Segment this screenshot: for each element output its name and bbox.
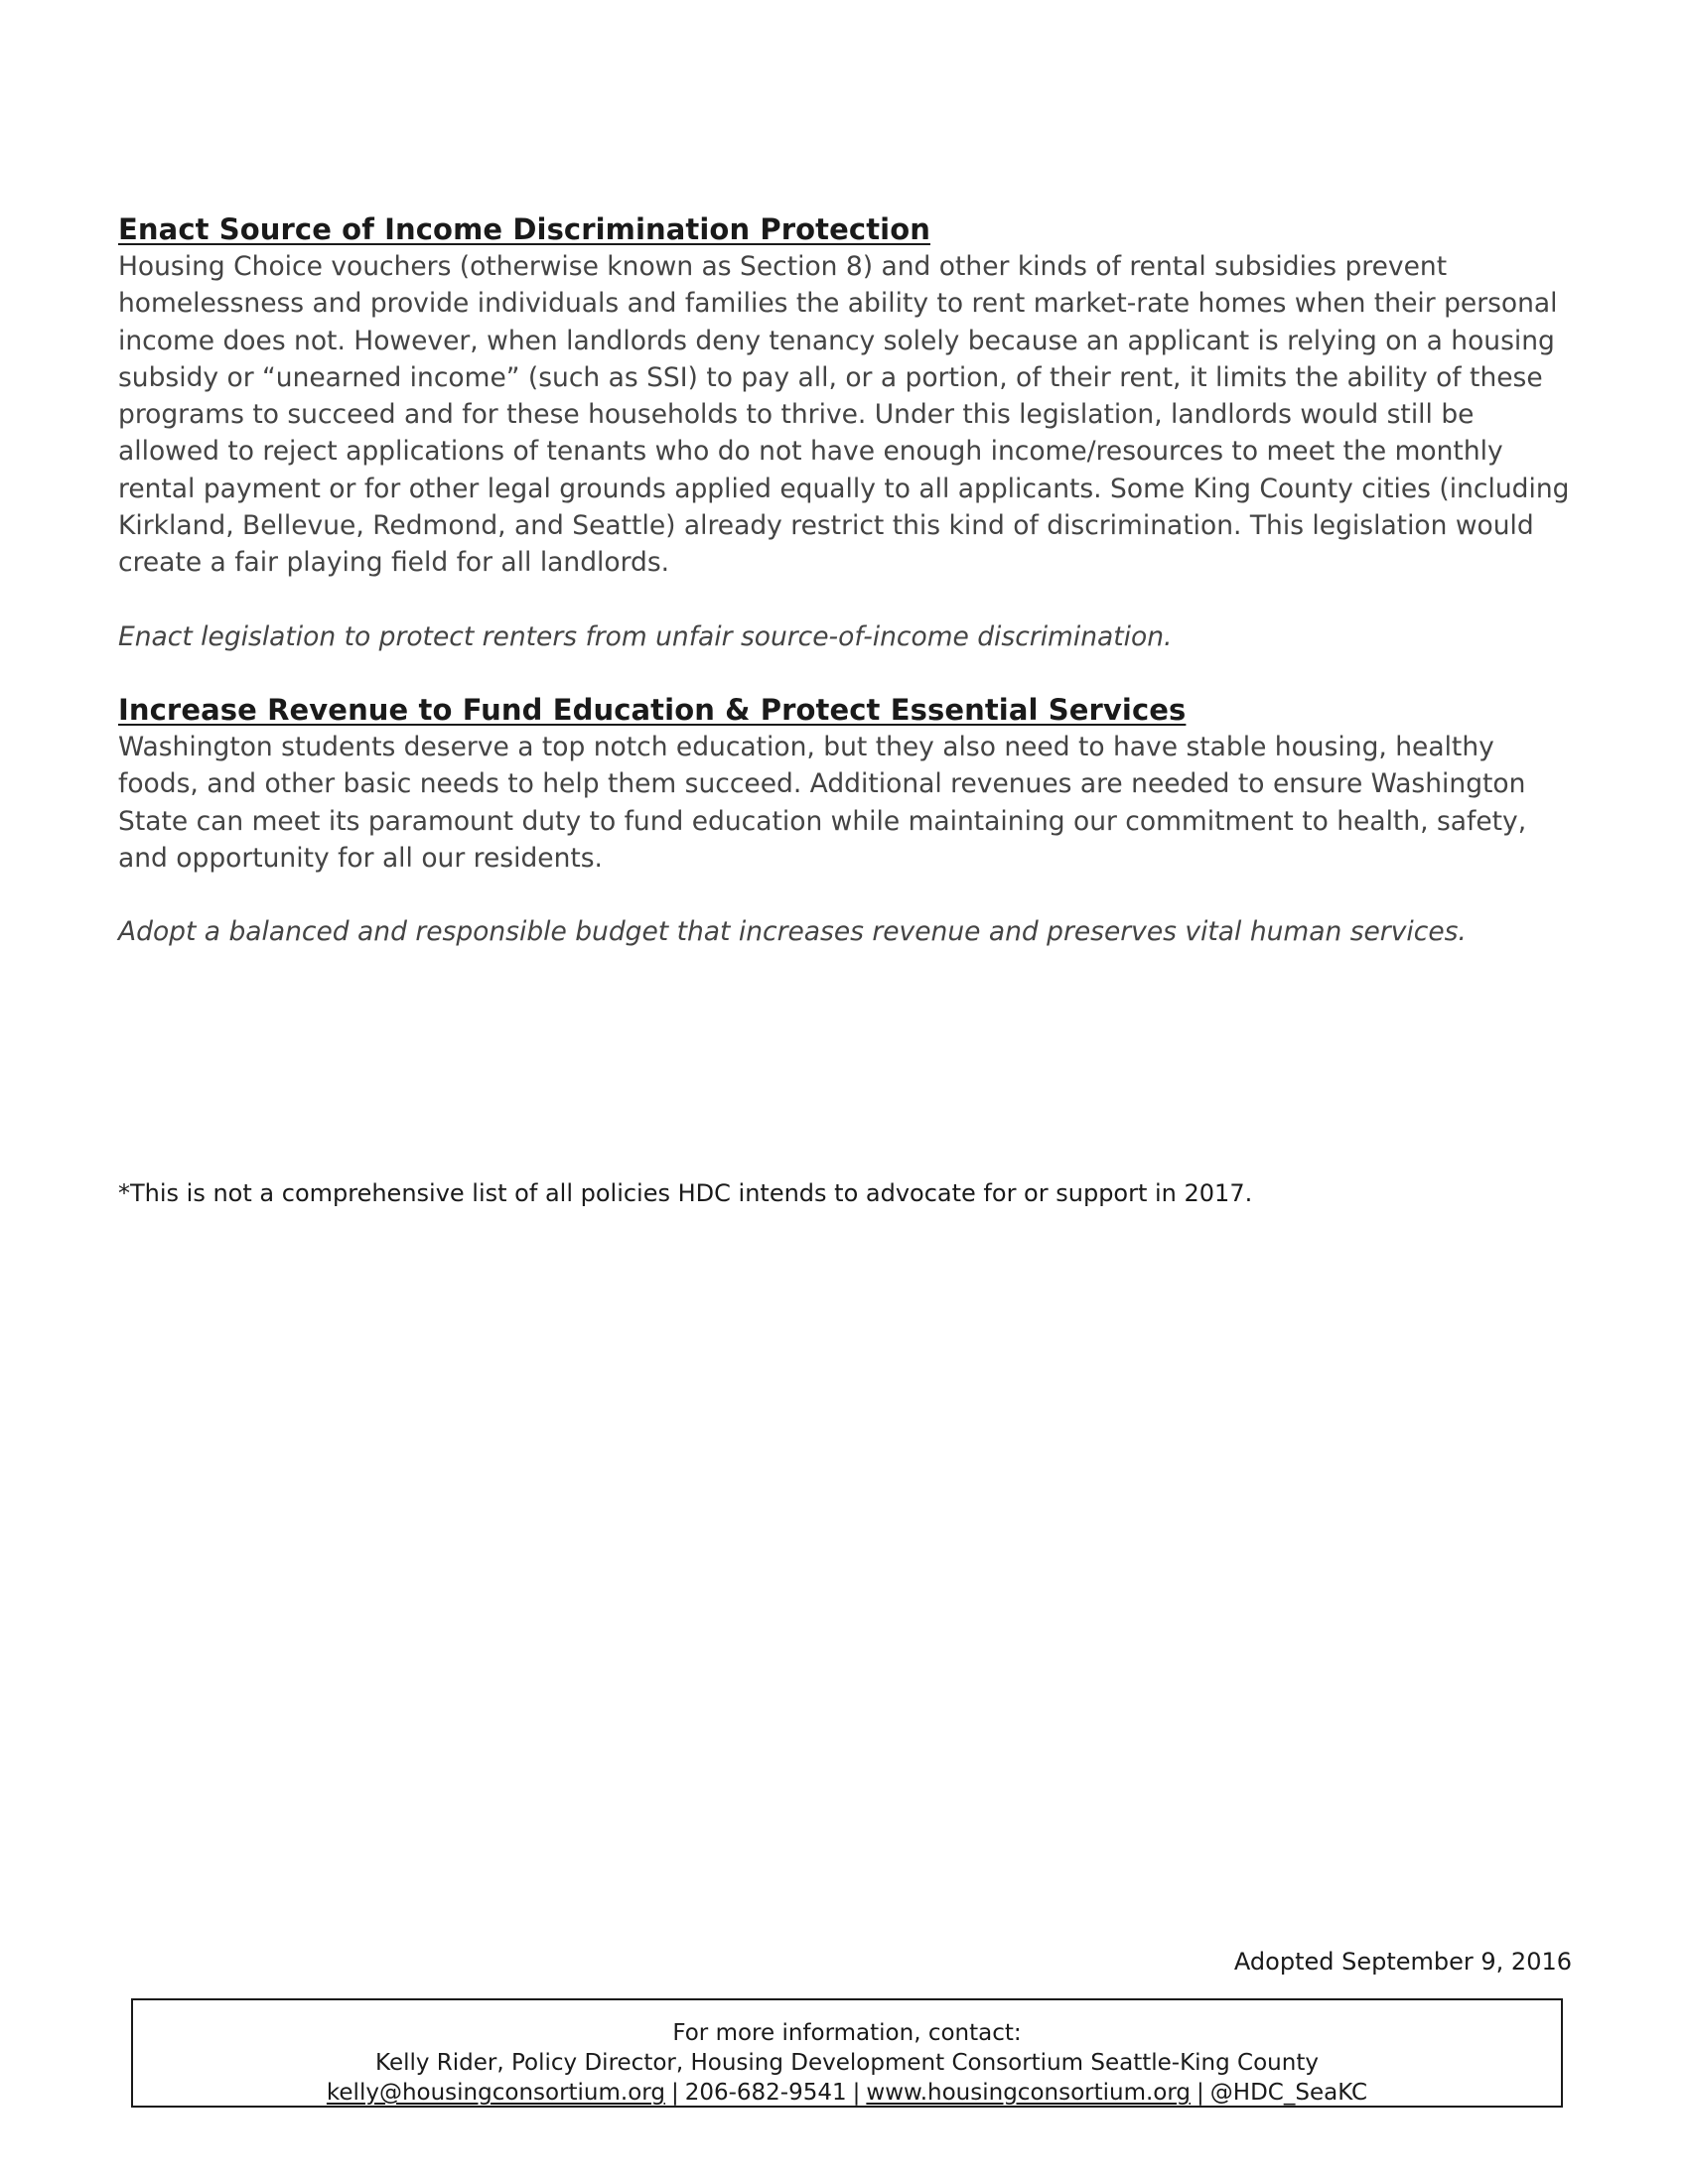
section-increase-revenue — [118, 691, 1578, 950]
contact-links — [133, 2078, 1561, 2108]
contact-separator: | — [670, 2080, 679, 2106]
section-heading: Enact Source of Income Discrimination Protection — [118, 212, 930, 246]
section-body: Housing Choice vouchers (otherwise known as Section 8) and other kinds of rental subsidies prevent homelessness and provide individuals and families the ability to rent market-rate homes when their personal income does not. However, when landlords deny tenancy solely because an applicant is relying on a housing subsidy or “unearned income” (such as SSI) to pay all, or a portion, of their rent, it limits the ability of these programs to succeed and for these households to thrive. Under this legislation, landlords would still be allowed to reject applications of tenants who do not have enough income/resources to meet the monthly rental payment or for other legal grounds applied equally to all applicants. Some King County cities (including Kirkland, Bellevue, Redmond, and Seattle) already restrict this kind of discrimination. This legislation would create a fair playing field for all landlords. — [118, 251, 1570, 579]
section-body: Washington students deserve a top notch education, but they also need to have stable housing, healthy foods, and other basic needs to help them succeed. Additional revenues are needed to ensure Washington State can meet its paramount duty to fund education while maintaining our commitment to health, safety, and opportunity for all our residents. — [118, 731, 1527, 874]
contact-phone[interactable]: 206-682-9541 — [684, 2080, 847, 2106]
contact-intro: For more information, contact: — [672, 2020, 1022, 2046]
contact-separator: | — [852, 2080, 861, 2106]
policy-content — [118, 210, 1578, 950]
disclaimer-note: *This is not a comprehensive list of all policies HDC intends to advocate for or support in 2017. — [118, 1179, 1253, 1207]
adopted-date: Adopted September 9, 2016 — [1233, 1948, 1572, 1976]
contact-email-link[interactable]: kelly@housingconsortium.org — [326, 2080, 665, 2106]
section-action: Adopt a balanced and responsible budget that increases revenue and preserves vital human services. — [118, 916, 1467, 948]
contact-box — [131, 1998, 1563, 2108]
section-heading: Increase Revenue to Fund Education & Protect Essential Services — [118, 692, 1187, 727]
contact-person: Kelly Rider, Policy Director, Housing Development Consortium Seattle-King County — [375, 2050, 1319, 2076]
contact-twitter-handle[interactable]: @HDC_SeaKC — [1209, 2080, 1368, 2106]
contact-separator: | — [1196, 2080, 1204, 2106]
section-source-of-income — [118, 210, 1578, 655]
contact-website-link[interactable]: www.housingconsortium.org — [866, 2080, 1192, 2106]
section-action: Enact legislation to protect renters from unfair source-of-income discrimination. — [118, 620, 1173, 652]
